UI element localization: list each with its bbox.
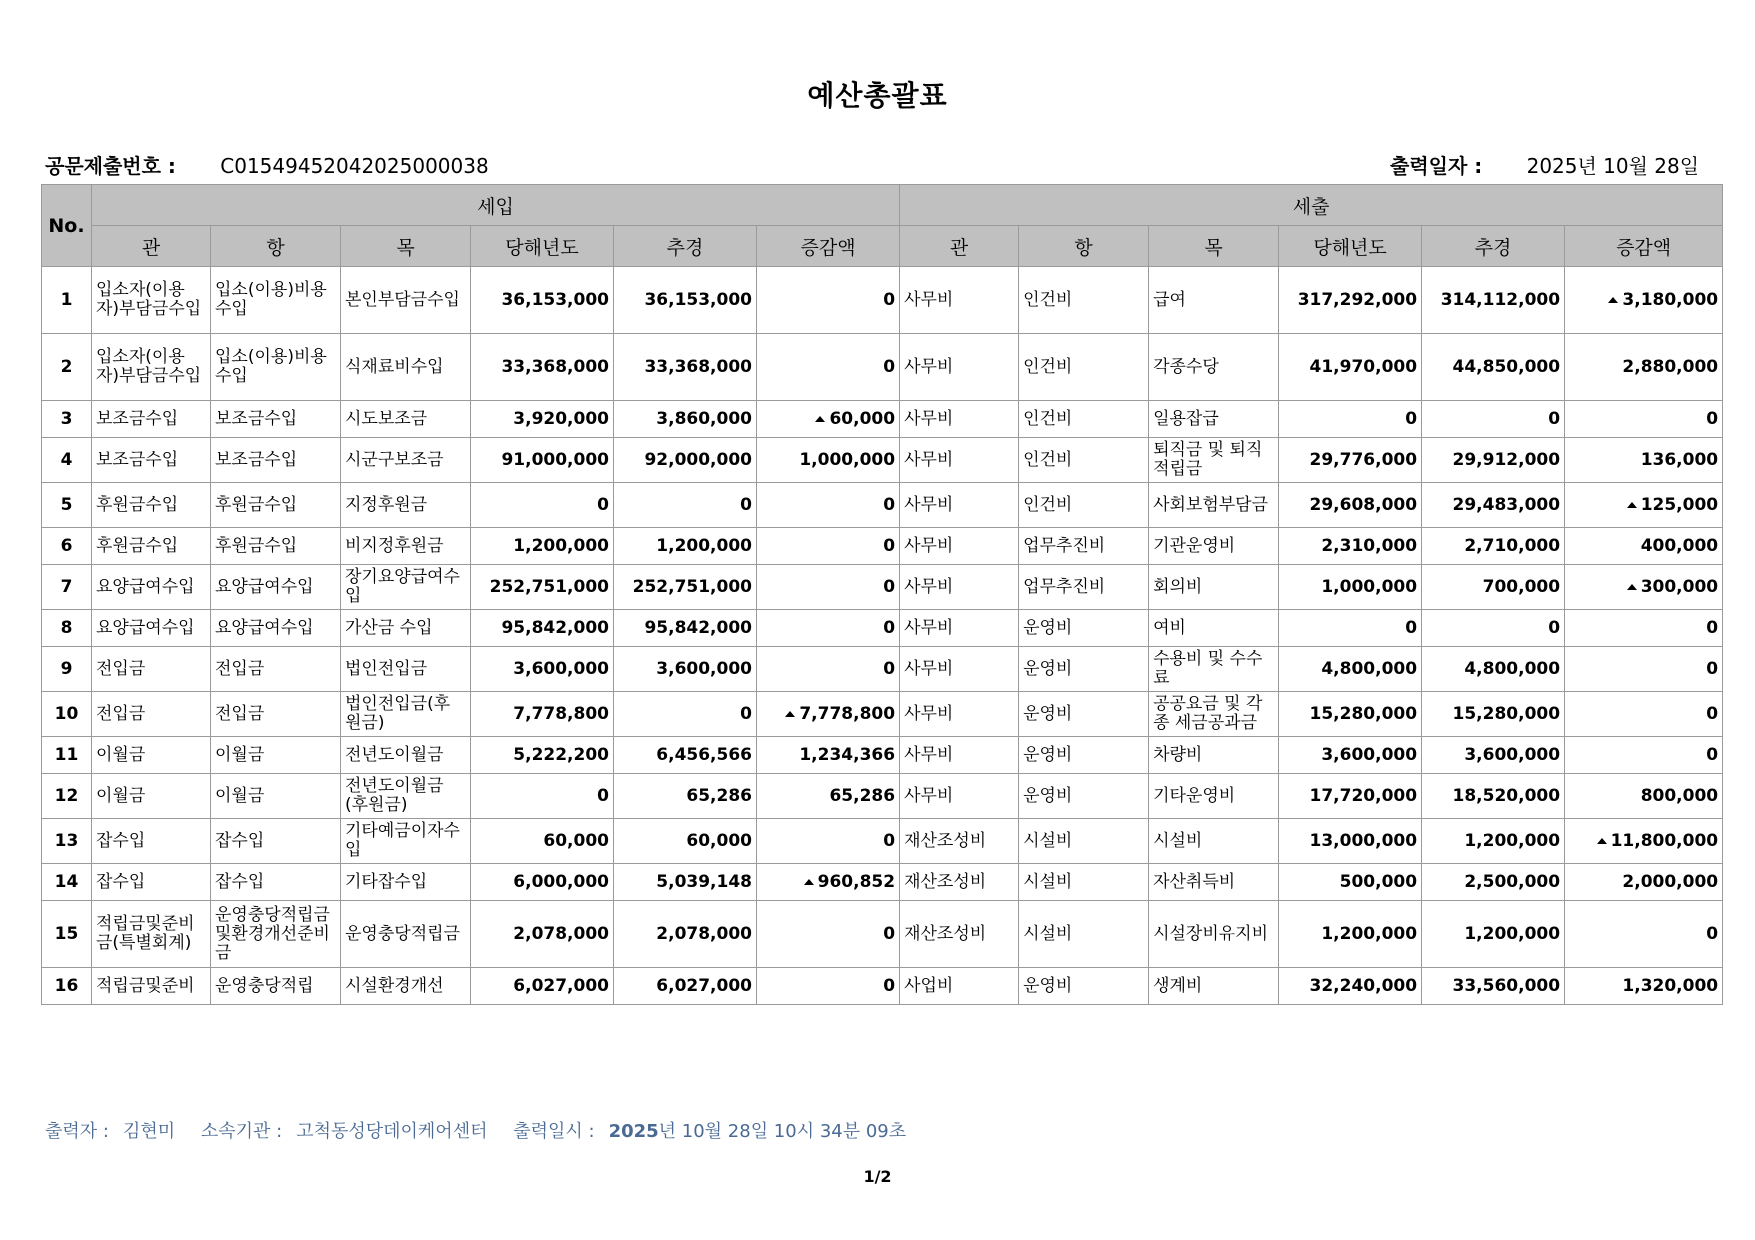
income-hang-cell: 보조금수입 bbox=[211, 438, 341, 483]
expense-supp-cell: 29,483,000 bbox=[1422, 483, 1565, 528]
income-diff-cell: 7,778,800 bbox=[757, 692, 900, 737]
income-hang-cell: 요양급여수입 bbox=[211, 565, 341, 610]
header-expense-gwan: 관 bbox=[900, 226, 1019, 267]
header-no: No. bbox=[42, 185, 92, 267]
header-expense: 세출 bbox=[900, 185, 1723, 226]
expense-supp-cell: 44,850,000 bbox=[1422, 334, 1565, 401]
income-hang-cell: 입소(이용)비용수입 bbox=[211, 334, 341, 401]
income-diff-cell: 65,286 bbox=[757, 774, 900, 819]
expense-gwan-cell: 사무비 bbox=[900, 438, 1019, 483]
expense-mok-cell: 자산취득비 bbox=[1149, 864, 1279, 901]
expense-current-cell: 13,000,000 bbox=[1279, 819, 1422, 864]
income-current-cell: 0 bbox=[471, 483, 614, 528]
income-hang-cell: 전입금 bbox=[211, 692, 341, 737]
print-date-value: 2025년 10월 28일 bbox=[1526, 154, 1700, 178]
table-row bbox=[42, 774, 1723, 819]
page-title: 예산총괄표 bbox=[807, 79, 948, 112]
expense-mok-cell: 생계비 bbox=[1149, 968, 1279, 1005]
expense-mok-cell: 각종수당 bbox=[1149, 334, 1279, 401]
income-supp-cell: 92,000,000 bbox=[614, 438, 757, 483]
income-mok-cell: 전년도이월금(후원금) bbox=[341, 774, 471, 819]
expense-diff-cell: 0 bbox=[1565, 647, 1723, 692]
income-gwan-cell: 후원금수입 bbox=[92, 528, 211, 565]
income-diff-cell: 0 bbox=[757, 528, 900, 565]
income-current-cell: 252,751,000 bbox=[471, 565, 614, 610]
income-hang-cell: 이월금 bbox=[211, 774, 341, 819]
income-gwan-cell: 입소자(이용자)부담금수입 bbox=[92, 334, 211, 401]
expense-current-cell: 1,000,000 bbox=[1279, 565, 1422, 610]
income-mok-cell: 시군구보조금 bbox=[341, 438, 471, 483]
income-supp-cell: 3,600,000 bbox=[614, 647, 757, 692]
income-gwan-cell: 이월금 bbox=[92, 737, 211, 774]
expense-supp-cell: 15,280,000 bbox=[1422, 692, 1565, 737]
expense-supp-cell: 4,800,000 bbox=[1422, 647, 1565, 692]
income-hang-cell: 입소(이용)비용수입 bbox=[211, 267, 341, 334]
table-body bbox=[42, 267, 1723, 1005]
row-number-cell: 5 bbox=[42, 483, 92, 528]
expense-mok-cell: 차량비 bbox=[1149, 737, 1279, 774]
expense-current-cell: 500,000 bbox=[1279, 864, 1422, 901]
income-mok-cell: 시설환경개선 bbox=[341, 968, 471, 1005]
expense-gwan-cell: 사무비 bbox=[900, 774, 1019, 819]
expense-diff-cell: 0 bbox=[1565, 692, 1723, 737]
income-mok-cell: 운영충당적립금 bbox=[341, 901, 471, 968]
expense-hang-cell: 운영비 bbox=[1019, 737, 1149, 774]
income-hang-cell: 보조금수입 bbox=[211, 401, 341, 438]
income-supp-cell: 252,751,000 bbox=[614, 565, 757, 610]
income-gwan-cell: 입소자(이용자)부담금수입 bbox=[92, 267, 211, 334]
expense-mok-cell: 사회보험부담금 bbox=[1149, 483, 1279, 528]
income-mok-cell: 지정후원금 bbox=[341, 483, 471, 528]
income-hang-cell: 요양급여수입 bbox=[211, 610, 341, 647]
income-hang-cell: 후원금수입 bbox=[211, 483, 341, 528]
income-gwan-cell: 요양급여수입 bbox=[92, 565, 211, 610]
income-mok-cell: 기타잡수입 bbox=[341, 864, 471, 901]
expense-supp-cell: 1,200,000 bbox=[1422, 819, 1565, 864]
income-current-cell: 95,842,000 bbox=[471, 610, 614, 647]
expense-supp-cell: 2,710,000 bbox=[1422, 528, 1565, 565]
income-hang-cell: 잡수입 bbox=[211, 819, 341, 864]
expense-current-cell: 317,292,000 bbox=[1279, 267, 1422, 334]
income-supp-cell: 60,000 bbox=[614, 819, 757, 864]
expense-mok-cell: 시설장비유지비 bbox=[1149, 901, 1279, 968]
table-row bbox=[42, 528, 1723, 565]
expense-supp-cell: 33,560,000 bbox=[1422, 968, 1565, 1005]
expense-gwan-cell: 사무비 bbox=[900, 483, 1019, 528]
income-diff-cell: 0 bbox=[757, 267, 900, 334]
expense-mok-cell: 공공요금 및 각종 세금공과금 bbox=[1149, 692, 1279, 737]
expense-hang-cell: 인건비 bbox=[1019, 438, 1149, 483]
income-supp-cell: 95,842,000 bbox=[614, 610, 757, 647]
expense-gwan-cell: 사무비 bbox=[900, 610, 1019, 647]
expense-supp-cell: 0 bbox=[1422, 401, 1565, 438]
expense-diff-cell: 125,000 bbox=[1565, 483, 1723, 528]
expense-gwan-cell: 사무비 bbox=[900, 565, 1019, 610]
expense-diff-cell: 300,000 bbox=[1565, 565, 1723, 610]
expense-current-cell: 17,720,000 bbox=[1279, 774, 1422, 819]
income-supp-cell: 0 bbox=[614, 692, 757, 737]
header-income-mok: 목 bbox=[341, 226, 471, 267]
org-name: 고척동성당데이케어센터 bbox=[296, 1121, 488, 1142]
expense-mok-cell: 급여 bbox=[1149, 267, 1279, 334]
row-number-cell: 10 bbox=[42, 692, 92, 737]
expense-hang-cell: 시설비 bbox=[1019, 901, 1149, 968]
expense-diff-cell: 1,320,000 bbox=[1565, 968, 1723, 1005]
income-current-cell: 3,600,000 bbox=[471, 647, 614, 692]
printer-label: 출력자 : bbox=[45, 1121, 109, 1142]
expense-supp-cell: 0 bbox=[1422, 610, 1565, 647]
expense-hang-cell: 시설비 bbox=[1019, 864, 1149, 901]
print-date-block bbox=[1390, 150, 1699, 179]
table-row bbox=[42, 401, 1723, 438]
income-mok-cell: 본인부담금수입 bbox=[341, 267, 471, 334]
expense-diff-cell: 800,000 bbox=[1565, 774, 1723, 819]
table-row bbox=[42, 483, 1723, 528]
income-current-cell: 33,368,000 bbox=[471, 334, 614, 401]
income-diff-cell: 0 bbox=[757, 565, 900, 610]
income-current-cell: 0 bbox=[471, 774, 614, 819]
header-income: 세입 bbox=[92, 185, 900, 226]
income-mok-cell: 가산금 수입 bbox=[341, 610, 471, 647]
income-diff-cell: 0 bbox=[757, 334, 900, 401]
expense-hang-cell: 운영비 bbox=[1019, 968, 1149, 1005]
expense-supp-cell: 18,520,000 bbox=[1422, 774, 1565, 819]
expense-diff-cell: 0 bbox=[1565, 737, 1723, 774]
income-current-cell: 91,000,000 bbox=[471, 438, 614, 483]
expense-diff-cell: 2,880,000 bbox=[1565, 334, 1723, 401]
income-mok-cell: 장기요양급여수입 bbox=[341, 565, 471, 610]
table-row bbox=[42, 267, 1723, 334]
expense-mok-cell: 여비 bbox=[1149, 610, 1279, 647]
expense-current-cell: 15,280,000 bbox=[1279, 692, 1422, 737]
income-current-cell: 7,778,800 bbox=[471, 692, 614, 737]
income-hang-cell: 운영충당적립금및환경개선준비금 bbox=[211, 901, 341, 968]
row-number-cell: 12 bbox=[42, 774, 92, 819]
header-expense-mok: 목 bbox=[1149, 226, 1279, 267]
expense-supp-cell: 29,912,000 bbox=[1422, 438, 1565, 483]
expense-gwan-cell: 사무비 bbox=[900, 737, 1019, 774]
expense-hang-cell: 운영비 bbox=[1019, 610, 1149, 647]
income-supp-cell: 0 bbox=[614, 483, 757, 528]
expense-mok-cell: 일용잡급 bbox=[1149, 401, 1279, 438]
expense-supp-cell: 2,500,000 bbox=[1422, 864, 1565, 901]
expense-supp-cell: 314,112,000 bbox=[1422, 267, 1565, 334]
income-current-cell: 5,222,200 bbox=[471, 737, 614, 774]
row-number-cell: 1 bbox=[42, 267, 92, 334]
expense-gwan-cell: 사무비 bbox=[900, 334, 1019, 401]
income-supp-cell: 6,027,000 bbox=[614, 968, 757, 1005]
income-gwan-cell: 보조금수입 bbox=[92, 401, 211, 438]
income-hang-cell: 잡수입 bbox=[211, 864, 341, 901]
table-row bbox=[42, 565, 1723, 610]
income-gwan-cell: 보조금수입 bbox=[92, 438, 211, 483]
header-income-hang: 항 bbox=[211, 226, 341, 267]
expense-mok-cell: 회의비 bbox=[1149, 565, 1279, 610]
table-row bbox=[42, 864, 1723, 901]
print-time-year: 2025 bbox=[608, 1121, 659, 1142]
income-diff-cell: 1,000,000 bbox=[757, 438, 900, 483]
row-number-cell: 8 bbox=[42, 610, 92, 647]
income-current-cell: 6,027,000 bbox=[471, 968, 614, 1005]
print-time-label: 출력일시 : bbox=[513, 1121, 595, 1142]
expense-gwan-cell: 재산조성비 bbox=[900, 901, 1019, 968]
row-number-cell: 13 bbox=[42, 819, 92, 864]
income-diff-cell: 0 bbox=[757, 901, 900, 968]
row-number-cell: 14 bbox=[42, 864, 92, 901]
row-number-cell: 4 bbox=[42, 438, 92, 483]
header-expense-current: 당해년도 bbox=[1279, 226, 1422, 267]
expense-hang-cell: 인건비 bbox=[1019, 483, 1149, 528]
income-gwan-cell: 후원금수입 bbox=[92, 483, 211, 528]
expense-diff-cell: 0 bbox=[1565, 401, 1723, 438]
expense-current-cell: 32,240,000 bbox=[1279, 968, 1422, 1005]
expense-mok-cell: 퇴직금 및 퇴직적립금 bbox=[1149, 438, 1279, 483]
income-diff-cell: 0 bbox=[757, 647, 900, 692]
expense-hang-cell: 운영비 bbox=[1019, 692, 1149, 737]
income-diff-cell: 0 bbox=[757, 610, 900, 647]
income-current-cell: 60,000 bbox=[471, 819, 614, 864]
table-row bbox=[42, 968, 1723, 1005]
income-gwan-cell: 전입금 bbox=[92, 692, 211, 737]
expense-gwan-cell: 사무비 bbox=[900, 267, 1019, 334]
expense-diff-cell: 0 bbox=[1565, 610, 1723, 647]
expense-diff-cell: 0 bbox=[1565, 901, 1723, 968]
row-number-cell: 11 bbox=[42, 737, 92, 774]
income-mok-cell: 시도보조금 bbox=[341, 401, 471, 438]
expense-hang-cell: 운영비 bbox=[1019, 774, 1149, 819]
expense-gwan-cell: 재산조성비 bbox=[900, 819, 1019, 864]
income-supp-cell: 1,200,000 bbox=[614, 528, 757, 565]
expense-hang-cell: 운영비 bbox=[1019, 647, 1149, 692]
footer-info bbox=[45, 1117, 906, 1143]
printer-name: 김현미 bbox=[122, 1121, 176, 1142]
expense-gwan-cell: 재산조성비 bbox=[900, 864, 1019, 901]
income-mok-cell: 전년도이월금 bbox=[341, 737, 471, 774]
expense-hang-cell: 인건비 bbox=[1019, 401, 1149, 438]
expense-gwan-cell: 사무비 bbox=[900, 647, 1019, 692]
row-number-cell: 7 bbox=[42, 565, 92, 610]
table-row bbox=[42, 901, 1723, 968]
table-row bbox=[42, 610, 1723, 647]
header-income-supp: 추경 bbox=[614, 226, 757, 267]
income-gwan-cell: 요양급여수입 bbox=[92, 610, 211, 647]
income-mok-cell: 비지정후원금 bbox=[341, 528, 471, 565]
income-gwan-cell: 이월금 bbox=[92, 774, 211, 819]
row-number-cell: 3 bbox=[42, 401, 92, 438]
income-gwan-cell: 잡수입 bbox=[92, 864, 211, 901]
income-hang-cell: 이월금 bbox=[211, 737, 341, 774]
table-row bbox=[42, 819, 1723, 864]
income-supp-cell: 5,039,148 bbox=[614, 864, 757, 901]
expense-hang-cell: 업무추진비 bbox=[1019, 565, 1149, 610]
income-supp-cell: 33,368,000 bbox=[614, 334, 757, 401]
expense-current-cell: 0 bbox=[1279, 401, 1422, 438]
row-number-cell: 9 bbox=[42, 647, 92, 692]
income-current-cell: 6,000,000 bbox=[471, 864, 614, 901]
expense-current-cell: 0 bbox=[1279, 610, 1422, 647]
expense-current-cell: 2,310,000 bbox=[1279, 528, 1422, 565]
table-row bbox=[42, 737, 1723, 774]
income-gwan-cell: 적립금및준비금(특별회계) bbox=[92, 901, 211, 968]
doc-number-block bbox=[45, 150, 489, 179]
expense-current-cell: 29,608,000 bbox=[1279, 483, 1422, 528]
income-diff-cell: 1,234,366 bbox=[757, 737, 900, 774]
row-number-cell: 6 bbox=[42, 528, 92, 565]
income-supp-cell: 3,860,000 bbox=[614, 401, 757, 438]
header-expense-hang: 항 bbox=[1019, 226, 1149, 267]
budget-summary-table bbox=[41, 184, 1723, 1005]
header-expense-supp: 추경 bbox=[1422, 226, 1565, 267]
doc-number-value: C01549452042025000038 bbox=[220, 154, 489, 178]
expense-mok-cell: 기관운영비 bbox=[1149, 528, 1279, 565]
page-number: 1/2 bbox=[863, 1167, 892, 1186]
expense-current-cell: 1,200,000 bbox=[1279, 901, 1422, 968]
expense-diff-cell: 400,000 bbox=[1565, 528, 1723, 565]
income-hang-cell: 후원금수입 bbox=[211, 528, 341, 565]
expense-hang-cell: 시설비 bbox=[1019, 819, 1149, 864]
org-label: 소속기관 : bbox=[200, 1121, 283, 1142]
income-current-cell: 1,200,000 bbox=[471, 528, 614, 565]
expense-mok-cell: 기타운영비 bbox=[1149, 774, 1279, 819]
row-number-cell: 2 bbox=[42, 334, 92, 401]
expense-diff-cell: 11,800,000 bbox=[1565, 819, 1723, 864]
expense-diff-cell: 3,180,000 bbox=[1565, 267, 1723, 334]
expense-gwan-cell: 사업비 bbox=[900, 968, 1019, 1005]
income-diff-cell: 960,852 bbox=[757, 864, 900, 901]
row-number-cell: 16 bbox=[42, 968, 92, 1005]
income-supp-cell: 2,078,000 bbox=[614, 901, 757, 968]
expense-current-cell: 3,600,000 bbox=[1279, 737, 1422, 774]
row-number-cell: 15 bbox=[42, 901, 92, 968]
expense-diff-cell: 136,000 bbox=[1565, 438, 1723, 483]
income-supp-cell: 36,153,000 bbox=[614, 267, 757, 334]
income-current-cell: 3,920,000 bbox=[471, 401, 614, 438]
income-mok-cell: 기타예금이자수입 bbox=[341, 819, 471, 864]
doc-number-label: 공문제출번호 : bbox=[45, 154, 176, 178]
expense-gwan-cell: 사무비 bbox=[900, 401, 1019, 438]
income-diff-cell: 60,000 bbox=[757, 401, 900, 438]
expense-current-cell: 29,776,000 bbox=[1279, 438, 1422, 483]
income-diff-cell: 0 bbox=[757, 483, 900, 528]
expense-hang-cell: 업무추진비 bbox=[1019, 528, 1149, 565]
print-date-label: 출력일자 : bbox=[1390, 154, 1483, 178]
expense-current-cell: 4,800,000 bbox=[1279, 647, 1422, 692]
income-gwan-cell: 적립금및준비 bbox=[92, 968, 211, 1005]
income-current-cell: 36,153,000 bbox=[471, 267, 614, 334]
header-income-gwan: 관 bbox=[92, 226, 211, 267]
income-current-cell: 2,078,000 bbox=[471, 901, 614, 968]
table-row bbox=[42, 647, 1723, 692]
expense-hang-cell: 인건비 bbox=[1019, 267, 1149, 334]
income-gwan-cell: 전입금 bbox=[92, 647, 211, 692]
income-mok-cell: 법인전입금 bbox=[341, 647, 471, 692]
expense-supp-cell: 1,200,000 bbox=[1422, 901, 1565, 968]
income-diff-cell: 0 bbox=[757, 819, 900, 864]
table-row bbox=[42, 692, 1723, 737]
income-supp-cell: 65,286 bbox=[614, 774, 757, 819]
income-hang-cell: 운영충당적립 bbox=[211, 968, 341, 1005]
expense-gwan-cell: 사무비 bbox=[900, 692, 1019, 737]
header-expense-diff: 증감액 bbox=[1565, 226, 1723, 267]
income-diff-cell: 0 bbox=[757, 968, 900, 1005]
income-mok-cell: 식재료비수입 bbox=[341, 334, 471, 401]
header-income-current: 당해년도 bbox=[471, 226, 614, 267]
expense-mok-cell: 수용비 및 수수료 bbox=[1149, 647, 1279, 692]
expense-gwan-cell: 사무비 bbox=[900, 528, 1019, 565]
income-supp-cell: 6,456,566 bbox=[614, 737, 757, 774]
expense-diff-cell: 2,000,000 bbox=[1565, 864, 1723, 901]
print-time-rest: 년 10월 28일 10시 34분 09초 bbox=[658, 1121, 907, 1142]
income-hang-cell: 전입금 bbox=[211, 647, 341, 692]
expense-mok-cell: 시설비 bbox=[1149, 819, 1279, 864]
header-income-diff: 증감액 bbox=[757, 226, 900, 267]
table-row bbox=[42, 438, 1723, 483]
expense-hang-cell: 인건비 bbox=[1019, 334, 1149, 401]
income-gwan-cell: 잡수입 bbox=[92, 819, 211, 864]
expense-supp-cell: 700,000 bbox=[1422, 565, 1565, 610]
income-mok-cell: 법인전입금(후원금) bbox=[341, 692, 471, 737]
expense-supp-cell: 3,600,000 bbox=[1422, 737, 1565, 774]
expense-current-cell: 41,970,000 bbox=[1279, 334, 1422, 401]
table-row bbox=[42, 334, 1723, 401]
